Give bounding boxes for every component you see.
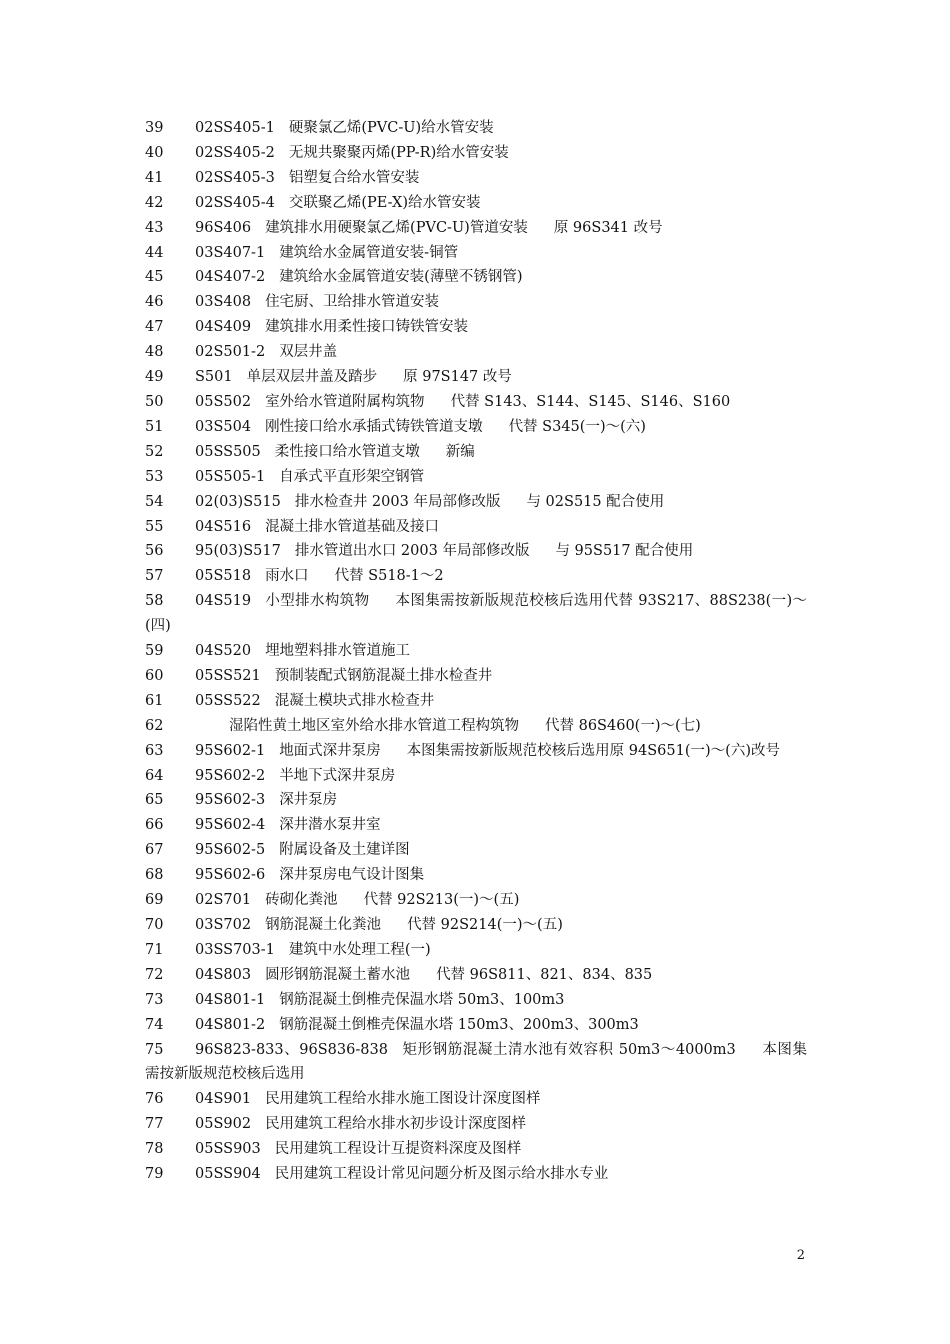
catalog-entry [145, 515, 807, 540]
entry-number: 60 [145, 667, 164, 684]
entry-number: 55 [145, 518, 164, 535]
catalog-entry [145, 191, 807, 216]
entry-number: 72 [145, 966, 164, 983]
entry-code: 02SS405-3 [195, 169, 275, 186]
entry-code: 95S602-4 [195, 817, 266, 834]
entry-number: 63 [145, 742, 164, 759]
entry-number: 42 [145, 194, 164, 211]
catalog-entry [145, 589, 807, 639]
entry-title: 钢筋混凝土化粪池 [265, 917, 382, 933]
catalog-entry [145, 1013, 807, 1038]
entry-note: 本图集需按新版规范校核后选用代替 93S217、88S238(一)～(四) [145, 593, 807, 635]
entry-code: 02SS405-1 [195, 120, 275, 136]
entry-title: 钢筋混凝土倒椎壳保温水塔 150m3、200m3、300m3 [279, 1016, 639, 1033]
catalog-entry [145, 1087, 807, 1112]
entry-note: 本图集需按新版规范校核后选用原 94S651(一)～(六)改号 [406, 742, 780, 759]
entry-title: 混凝土模块式排水检查井 [274, 692, 435, 709]
entry-number: 75 [145, 1041, 164, 1058]
catalog-entry [145, 913, 807, 938]
page-number: 2 [796, 1248, 805, 1263]
catalog-entry [145, 739, 807, 764]
entry-number: 71 [145, 941, 164, 958]
entry-number: 41 [145, 169, 164, 186]
catalog-entry [145, 838, 807, 863]
entry-number: 70 [145, 917, 164, 933]
entry-number: 57 [145, 568, 164, 585]
entry-number: 77 [145, 1116, 164, 1133]
entry-number: 49 [145, 369, 164, 386]
entry-code: 95(03)S517 [195, 543, 281, 560]
entry-title: 交联聚乙烯(PE-X)给水管安装 [288, 194, 481, 211]
entry-number: 56 [145, 543, 164, 560]
entry-title: 半地下式深井泵房 [279, 767, 396, 784]
entry-title: 砖砌化粪池 [265, 892, 338, 909]
entry-code: 05S505-1 [195, 468, 266, 485]
entry-title: 圆形钢筋混凝土蓄水池 [265, 966, 411, 983]
entry-note: 本图集需按新版规范校核后选用 [145, 1041, 807, 1083]
catalog-entry [145, 216, 807, 241]
entry-code: 03S504 [195, 418, 252, 435]
entry-note: 代替 96S811、821、834、835 [436, 966, 653, 983]
entry-code: 95S602-3 [195, 792, 266, 809]
entry-title: 民用建筑工程给水排水初步设计深度图样 [265, 1116, 527, 1133]
entry-note: 新编 [445, 443, 475, 460]
entry-code: 04S801-1 [195, 991, 266, 1008]
entry-title: 铝塑复合给水管安装 [288, 169, 420, 186]
entry-number: 45 [145, 269, 164, 286]
entry-code: 96S823-833、96S836-838 [195, 1041, 388, 1058]
entry-code: 05SS904 [195, 1166, 261, 1183]
entry-code: 02SS405-4 [195, 194, 275, 211]
entry-code: 05SS521 [195, 667, 261, 684]
entry-code: 02S701 [195, 892, 252, 909]
entry-code: 04S407-2 [195, 269, 266, 286]
catalog-entry [145, 888, 807, 913]
entry-title: 小型排水构筑物 [265, 593, 370, 610]
entry-number: 52 [145, 443, 164, 460]
entry-title: 地面式深井泵房 [279, 742, 381, 759]
entry-number: 53 [145, 468, 164, 485]
entry-title: 建筑给水金属管道安装-铜管 [279, 244, 459, 261]
entry-note: 代替 92S214(一)～(五) [407, 917, 563, 933]
entry-note: 代替 S518-1～2 [334, 568, 444, 585]
entry-title: 深井泵房电气设计图集 [279, 867, 425, 884]
entry-code: 95S602-5 [195, 842, 266, 859]
entry-title: 硬聚氯乙烯(PVC-U)给水管安装 [288, 120, 494, 136]
catalog-entry [145, 963, 807, 988]
entry-number: 79 [145, 1166, 164, 1183]
entry-code: 03S408 [195, 294, 252, 311]
entry-number: 50 [145, 393, 164, 410]
entry-title: 雨水口 [265, 568, 309, 585]
entry-code: 02(03)S515 [195, 493, 281, 510]
catalog-entry [145, 290, 807, 315]
catalog-entry [145, 1162, 807, 1187]
entry-note: 原 96S341 改号 [553, 219, 663, 236]
entry-code: 05S902 [195, 1116, 252, 1133]
entry-title: 自承式平直形架空钢管 [279, 468, 425, 485]
catalog-entry [145, 539, 807, 564]
entry-note: 原 97S147 改号 [403, 369, 512, 386]
entry-title: 建筑给水金属管道安装(薄壁不锈钢管) [279, 269, 523, 286]
entry-number: 66 [145, 817, 164, 834]
entry-code: 04S520 [195, 643, 252, 660]
entry-title: 矩形钢筋混凝土清水池有效容积 50m3～4000m3 [401, 1041, 736, 1058]
catalog-entry [145, 863, 807, 888]
catalog-entry [145, 365, 807, 390]
entry-code: 05SS505 [195, 443, 261, 460]
catalog-entry [145, 788, 807, 813]
catalog-entry [145, 141, 807, 166]
entry-number: 69 [145, 892, 164, 909]
entry-title: 刚性接口给水承插式铸铁管道支墩 [265, 418, 483, 435]
entry-number: 62 [145, 717, 164, 734]
entry-code: 04S801-2 [195, 1016, 266, 1033]
catalog-entry [145, 664, 807, 689]
entry-number: 67 [145, 842, 164, 859]
entry-code: 04S901 [195, 1091, 252, 1108]
entry-code: 04S803 [195, 966, 252, 983]
catalog-entry [145, 639, 807, 664]
catalog-entry [145, 813, 807, 838]
entry-number: 59 [145, 643, 164, 660]
entry-title: 深井泵房 [279, 792, 338, 809]
entry-number: 54 [145, 493, 164, 510]
entry-number: 73 [145, 991, 164, 1008]
catalog-entry [145, 764, 807, 789]
entry-title: 附属设备及土建详图 [279, 842, 410, 859]
entry-note: 代替 S143、S144、S145、S146、S160 [450, 393, 731, 410]
entry-code: 05SS903 [195, 1141, 261, 1158]
catalog-entry [145, 415, 807, 440]
catalog-entry [145, 988, 807, 1013]
catalog-entry [145, 340, 807, 365]
entry-number: 46 [145, 294, 164, 311]
catalog-entry [145, 166, 807, 191]
entry-code: 05SS522 [195, 692, 261, 709]
entry-number: 61 [145, 692, 164, 709]
entry-title: 建筑排水用柔性接口铸铁管安装 [265, 319, 469, 336]
entry-number: 64 [145, 767, 164, 784]
entry-code: 03S407-1 [195, 244, 266, 261]
entry-note: 代替 S345(一)～(六) [508, 418, 646, 435]
catalog-entry [145, 440, 807, 465]
entry-number: 68 [145, 867, 164, 884]
entry-title: 混凝土排水管道基础及接口 [265, 518, 440, 535]
entry-number: 48 [145, 344, 164, 361]
entry-number: 43 [145, 219, 164, 236]
entry-code: 04S516 [195, 518, 252, 535]
entry-code: 05S518 [195, 568, 252, 585]
entry-title: 埋地塑料排水管道施工 [265, 643, 411, 660]
catalog-entry [145, 1137, 807, 1162]
entry-title: 排水管道出水口 2003 年局部修改版 [294, 543, 530, 560]
entry-number: 47 [145, 319, 164, 336]
entry-code: 04S409 [195, 319, 252, 336]
catalog-entry [145, 689, 807, 714]
entry-number: 51 [145, 418, 164, 435]
entry-title: 室外给水管道附属构筑物 [265, 393, 425, 410]
entry-title: 湿陷性黄土地区室外给水排水管道工程构筑物 [229, 717, 519, 734]
catalog-entry [145, 490, 807, 515]
entry-code: 05S502 [195, 393, 252, 410]
entry-title: 深井潜水泵井室 [279, 817, 381, 834]
entry-code: 03SS703-1 [195, 941, 275, 958]
catalog-entry [145, 564, 807, 589]
entry-title: 钢筋混凝土倒椎壳保温水塔 50m3、100m3 [279, 991, 565, 1008]
entry-title: 建筑中水处理工程(一) [288, 941, 431, 958]
entry-note: 与 95S517 配合使用 [555, 543, 694, 560]
entry-code: 95S602-6 [195, 867, 266, 884]
catalog-entry [145, 265, 807, 290]
entry-title: 柔性接口给水管道支墩 [274, 443, 420, 460]
catalog-entry [145, 390, 807, 415]
entry-code: 95S602-1 [195, 742, 266, 759]
entry-code: 04S519 [195, 593, 252, 610]
entry-title: 民用建筑工程设计互提资料深度及图样 [274, 1141, 522, 1158]
catalog-entry [145, 315, 807, 340]
catalog-entry [145, 1112, 807, 1137]
entry-title: 排水检查井 2003 年局部修改版 [294, 493, 501, 510]
entry-code: 95S602-2 [195, 767, 266, 784]
catalog-entry [145, 938, 807, 963]
entry-number: 58 [145, 593, 164, 610]
catalog-entry [145, 714, 807, 739]
entry-code: 02SS405-2 [195, 144, 275, 161]
entry-title: 预制装配式钢筋混凝土排水检查井 [274, 667, 493, 684]
entry-title: 住宅厨、卫给排水管道安装 [265, 294, 440, 311]
entry-number: 76 [145, 1091, 164, 1108]
entry-note: 与 02S515 配合使用 [526, 493, 665, 510]
entry-title: 民用建筑工程给水排水施工图设计深度图样 [265, 1091, 541, 1108]
entry-number: 40 [145, 144, 164, 161]
entry-title: 民用建筑工程设计常见问题分析及图示给水排水专业 [274, 1166, 609, 1183]
entry-note: 代替 92S213(一)～(五) [363, 892, 520, 909]
catalog-entry [145, 1038, 807, 1088]
catalog-entry [145, 116, 807, 141]
entry-title: 双层井盖 [279, 344, 338, 361]
entry-number: 39 [145, 120, 164, 136]
entry-number: 65 [145, 792, 164, 809]
entry-code: 02S501-2 [195, 344, 266, 361]
entry-number: 44 [145, 244, 164, 261]
entry-title: 建筑排水用硬聚氯乙烯(PVC-U)管道安装 [265, 219, 528, 236]
entry-title: 单层双层井盖及踏步 [246, 369, 378, 386]
catalog-entry [145, 465, 807, 490]
entry-number: 74 [145, 1016, 164, 1033]
entry-title: 无规共聚聚丙烯(PP-R)给水管安装 [288, 144, 509, 161]
catalog-entry [145, 241, 807, 266]
entry-code: 96S406 [195, 219, 252, 236]
entry-number: 78 [145, 1141, 164, 1158]
entry-code: S501 [195, 369, 233, 386]
document-body [145, 116, 807, 1187]
entry-note: 代替 86S460(一)～(七) [545, 717, 701, 734]
entry-code: 03S702 [195, 917, 252, 933]
